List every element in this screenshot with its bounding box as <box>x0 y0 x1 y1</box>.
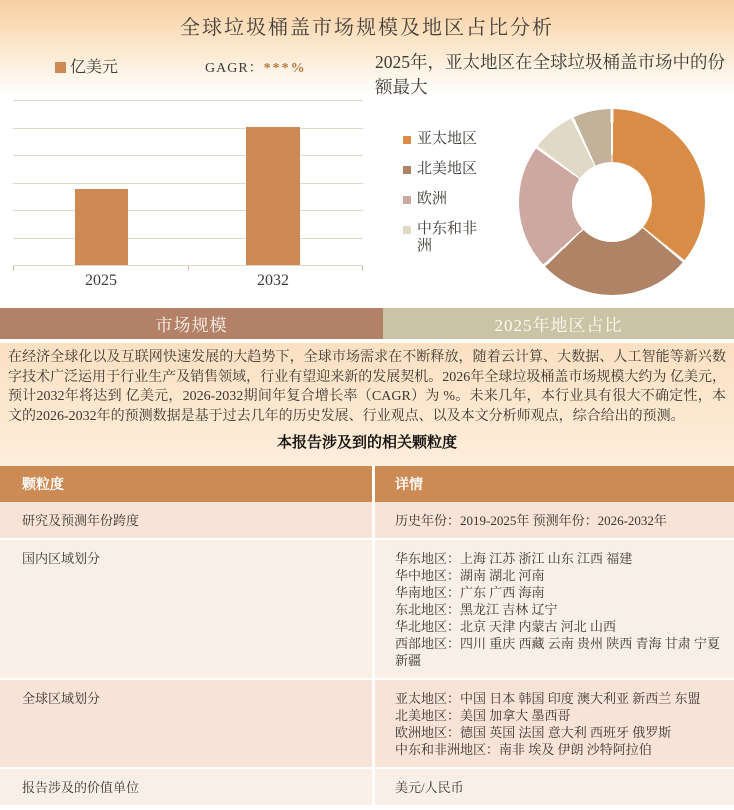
row-details-cell <box>375 502 734 538</box>
detail-line: 中东和非洲地区：南非 埃及 伊朗 沙特阿拉伯 <box>395 742 652 757</box>
gridline <box>13 210 363 211</box>
table-row <box>0 540 734 678</box>
detail-line: 欧洲地区：德国 英国 法国 意大利 西班牙 俄罗斯 <box>395 725 672 740</box>
row-label-cell: 国内区域划分 <box>0 540 372 678</box>
legend-item <box>403 161 481 178</box>
legend-item <box>403 131 481 148</box>
gridline <box>13 100 363 101</box>
axis-tick <box>188 266 189 271</box>
granularity-heading: 本报告涉及到的相关颗粒度 <box>276 434 457 451</box>
row-details-cell <box>375 540 734 678</box>
gridline <box>13 128 363 129</box>
detail-line: 美元/人民币 <box>395 780 464 795</box>
page-title: 全球垃圾桶盖市场规模及地区占比分析 <box>180 17 554 39</box>
table-header-cell-granularity: 颗粒度 <box>0 466 372 502</box>
detail-line: 华东地区：上海 江苏 浙江 山东 江西 福建 <box>395 551 633 566</box>
cagr-label: GAGR： <box>205 61 264 76</box>
x-axis-label: 2032 <box>257 272 289 289</box>
axis-tick <box>362 266 363 271</box>
row-label-cell: 报告涉及的价值单位 <box>0 769 372 805</box>
intro-paragraph: 在经济全球化以及互联网快速发展的大趋势下，全球市场需求在不断释放，随着云计算、大数据、人工智能等新兴数字技术广泛运用于行业生产及销售领域，行业有望迎来新的发展契机。2026年全球垃圾桶盖市场规模大约为 亿美元，预计2032年将达到 亿美元，2026-2032期间年复合增长率（CAGR）为 %。未来几年，本行业具有很大不确定性，本文的2026-2032年的预测数据是基于过去几年的历史发展、行业观点、以及本文分析师观点，综合给出的预测。 <box>8 350 726 424</box>
region-legend <box>403 131 481 255</box>
detail-line: 东北地区：黑龙江 吉林 辽宁 <box>395 602 558 617</box>
unit-legend-swatch <box>55 62 66 73</box>
legend-swatch <box>403 226 411 234</box>
legend-swatch <box>403 136 411 144</box>
unit-legend-label: 亿美元 <box>70 59 119 76</box>
legend-swatch <box>403 166 411 174</box>
region-headline: 2025年，亚太地区在全球垃圾桶盖市场中的份额最大 <box>375 52 725 97</box>
tab-region-share[interactable]: 2025年地区占比 <box>383 308 734 339</box>
gridline <box>13 238 363 239</box>
table-body <box>0 502 734 805</box>
bar-2032 <box>246 127 300 265</box>
charts-section <box>0 0 734 307</box>
detail-line: 历史年份：2019-2025年 预测年份：2026-2032年 <box>395 513 667 528</box>
legend-swatch <box>403 196 411 204</box>
donut-ring <box>519 109 705 295</box>
detail-line: 华北地区：北京 天津 内蒙古 河北 山西 <box>395 619 617 634</box>
table-row <box>0 680 734 767</box>
legend-label: 亚太地区 <box>417 131 478 147</box>
legend-label: 中东和非洲 <box>417 221 478 254</box>
section-tab-bar <box>0 308 734 339</box>
legend-label: 北美地区 <box>417 161 478 177</box>
axis-tick <box>13 266 14 271</box>
table-row <box>0 769 734 805</box>
bar-2025 <box>75 189 128 265</box>
granularity-table <box>0 466 734 805</box>
row-details-cell <box>375 769 734 805</box>
tab-market-size[interactable]: 市场规模 <box>0 308 383 339</box>
cagr-value: ***% <box>263 61 307 76</box>
bar-plot-area <box>13 100 363 289</box>
legend-item <box>403 221 481 255</box>
legend-label: 欧洲 <box>417 191 448 207</box>
table-row <box>0 502 734 538</box>
legend-item <box>403 191 481 208</box>
donut-hole <box>572 162 652 242</box>
detail-line: 北美地区：美国 加拿大 墨西哥 <box>395 708 571 723</box>
table-header-row <box>0 466 734 502</box>
detail-line: 华南地区：广东 广西 海南 <box>395 585 545 600</box>
row-label-cell: 全球区域划分 <box>0 680 372 767</box>
detail-line: 西部地区：四川 重庆 西藏 云南 贵州 陕西 青海 甘肃 宁夏 新疆 <box>395 636 721 668</box>
cagr-annotation <box>205 57 307 77</box>
row-details-cell <box>375 680 734 767</box>
detail-line: 亚太地区：中国 日本 韩国 印度 澳大利亚 新西兰 东盟 <box>395 691 701 706</box>
intro-section <box>0 343 734 466</box>
table-header-cell-details: 详情 <box>375 466 734 502</box>
gridline <box>13 155 363 156</box>
gridline <box>13 183 363 184</box>
row-label-cell: 研究及预测年份跨度 <box>0 502 372 538</box>
detail-line: 华中地区：湖南 湖北 河南 <box>395 568 545 583</box>
x-axis-label: 2025 <box>85 272 117 289</box>
